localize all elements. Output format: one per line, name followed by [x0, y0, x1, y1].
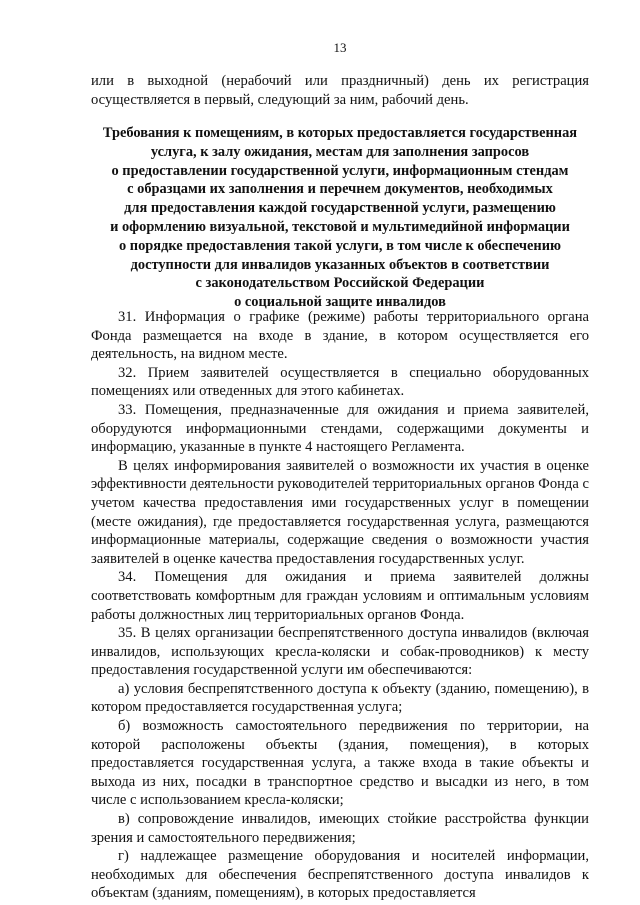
- heading-line: Требования к помещениям, в которых предоставляется государственная: [102, 125, 578, 141]
- heading-line: доступности для инвалидов указанных объектов в соответствии: [130, 256, 550, 273]
- document-page: [91, 0, 589, 905]
- paragraph-33-continued: В целях информирования заявителей о возможности их участия в оценке эффективности деятельности руководителей территориальных органов Фонда с учетом качества предоставления ими государственных услуг в помещении (месте ожидания), где предоставляется государственная услуга, размещаются информационные материалы, содержащие сведения о возможности участия заявителей в оценке качества предоставления государственных услуг.: [91, 457, 589, 567]
- paragraph-35: 35. В целях организации беспрепятственного доступа инвалидов (включая инвалидов, использующих кресла-коляски и собак-проводников) к месту предоставления государственной услуги им обеспечиваются:: [91, 625, 589, 679]
- section-heading: [91, 124, 589, 312]
- heading-line: с законодательством Российской Федерации: [195, 275, 485, 292]
- intro-paragraph: или в выходной (нерабочий или праздничный) день их регистрация осуществляется в первый, следующий за ним, рабочий день.: [91, 73, 589, 108]
- paragraph-35-b: б) возможность самостоятельного передвижения по территории, на которой расположены объекты (здания, помещения), в которых предоставляется государственная услуга, а также входа в такие объекты и выхода из них, посадки в транспортное средство и высадки из него, в том числе с использованием кресла-коляски;: [91, 718, 589, 809]
- intro-text: [91, 72, 589, 109]
- paragraph-35-a: а) условия беспрепятственного доступа к объекту (зданию, помещению), в котором предоставляется государственная услуга;: [91, 680, 589, 716]
- section-body: [91, 308, 589, 903]
- paragraph-31: 31. Информация о графике (режиме) работы территориального органа Фонда размещается на входе в здание, в котором осуществляется его деятельность, на видном месте.: [91, 309, 589, 363]
- heading-line: о социальной защите инвалидов: [234, 294, 446, 311]
- heading-line: о порядке предоставления такой услуги, в том числе к обеспечению: [119, 237, 561, 254]
- paragraph-35-g: г) надлежащее размещение оборудования и носителей информации, необходимых для обеспечения беспрепятственного доступа инвалидов к объектам (зданиям, помещениям), в которых предоставляется: [91, 848, 589, 902]
- heading-line: и оформлению визуальной, текстовой и мультимедийной информации: [110, 218, 570, 235]
- paragraph-33: 33. Помещения, предназначенные для ожидания и приема заявителей, оборудуются информационными стендами, содержащими документы и информацию, указанные в пункте 4 настоящего Регламента.: [91, 401, 589, 456]
- paragraph-35-v: в) сопровождение инвалидов, имеющих стойкие расстройства функции зрения и самостоятельного передвижения;: [91, 811, 589, 846]
- heading-line: для предоставления каждой государственной услуги, размещению: [124, 200, 556, 217]
- heading-line: с образцами их заполнения и перечнем документов, необходимых: [127, 181, 553, 198]
- heading-line: услуга, к залу ожидания, местам для заполнения запросов: [150, 143, 530, 160]
- paragraph-32: 32. Прием заявителей осуществляется в специально оборудованных помещениях или отведенных для этого кабинетах.: [91, 364, 589, 400]
- heading-line: о предоставлении государственной услуги, информационным стендам: [111, 162, 569, 179]
- paragraph-34: 34. Помещения для ожидания и приема заявителей должны соответствовать комфортным для граждан условиям и оптимальным условиям работы должностных лиц территориальных органов Фонда.: [91, 569, 589, 623]
- page-number: 13: [333, 40, 347, 55]
